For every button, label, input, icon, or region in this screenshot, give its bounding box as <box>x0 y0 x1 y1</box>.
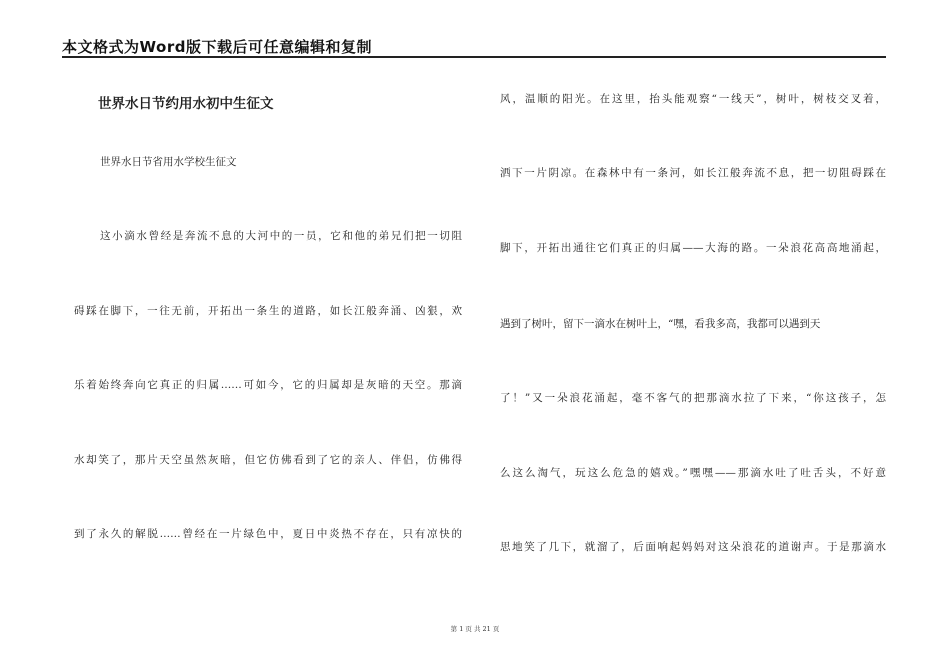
body-line: 么这么淘气，玩这么危急的嬉戏。”嘿嘿——那滴水吐了吐舌头，不好意 <box>500 467 886 479</box>
body-line: 洒下一片阴凉。在森林中有一条河，如长江般奔流不息，把一切阻碍踩在 <box>500 167 886 179</box>
body-line: 遇到了树叶，留下一滴水在树叶上，“嘿，看我多高，我都可以遇到天 <box>500 318 821 330</box>
article-subtitle: 世界水日节省用水学校生征文 <box>100 156 237 168</box>
body-line: 碍踩在脚下，一往无前，开拓出一条生的道路，如长江般奔涌、凶狠，欢 <box>74 305 462 317</box>
body-line: 思地笑了几下，就溜了，后面响起妈妈对这朵浪花的道谢声。于是那滴水 <box>500 541 886 553</box>
body-line: 乐着始终奔向它真正的归属……可如今，它的归属却是灰暗的天空。那滴 <box>74 379 462 391</box>
body-line: 到了永久的解脱……曾经在一片绿色中，夏日中炎热不存在，只有凉快的 <box>74 528 462 540</box>
body-line: 这小滴水曾经是奔流不息的大河中的一员，它和他的弟兄们把一切阻 <box>100 230 462 242</box>
page-number: 第 1 页 共 21 页 <box>450 625 500 633</box>
body-line: 了！”又一朵浪花涌起，毫不客气的把那滴水拉了下来，“你这孩子，怎 <box>500 392 886 404</box>
header-text: 本文格式为Word版下载后可任意编辑和复制 <box>62 38 372 56</box>
body-line: 风，温顺的阳光。在这里，抬头能观察“一线天”，树叶，树枝交叉着， <box>500 93 886 105</box>
body-line: 脚下，开拓出通往它们真正的归属——大海的路。一朵浪花高高地涌起， <box>500 242 886 254</box>
body-line: 水却笑了，那片天空虽然灰暗，但它仿佛看到了它的亲人、伴侣，仿佛得 <box>74 454 462 466</box>
article-title: 世界水日节约用水初中生征文 <box>98 96 274 112</box>
header-divider <box>62 56 886 58</box>
